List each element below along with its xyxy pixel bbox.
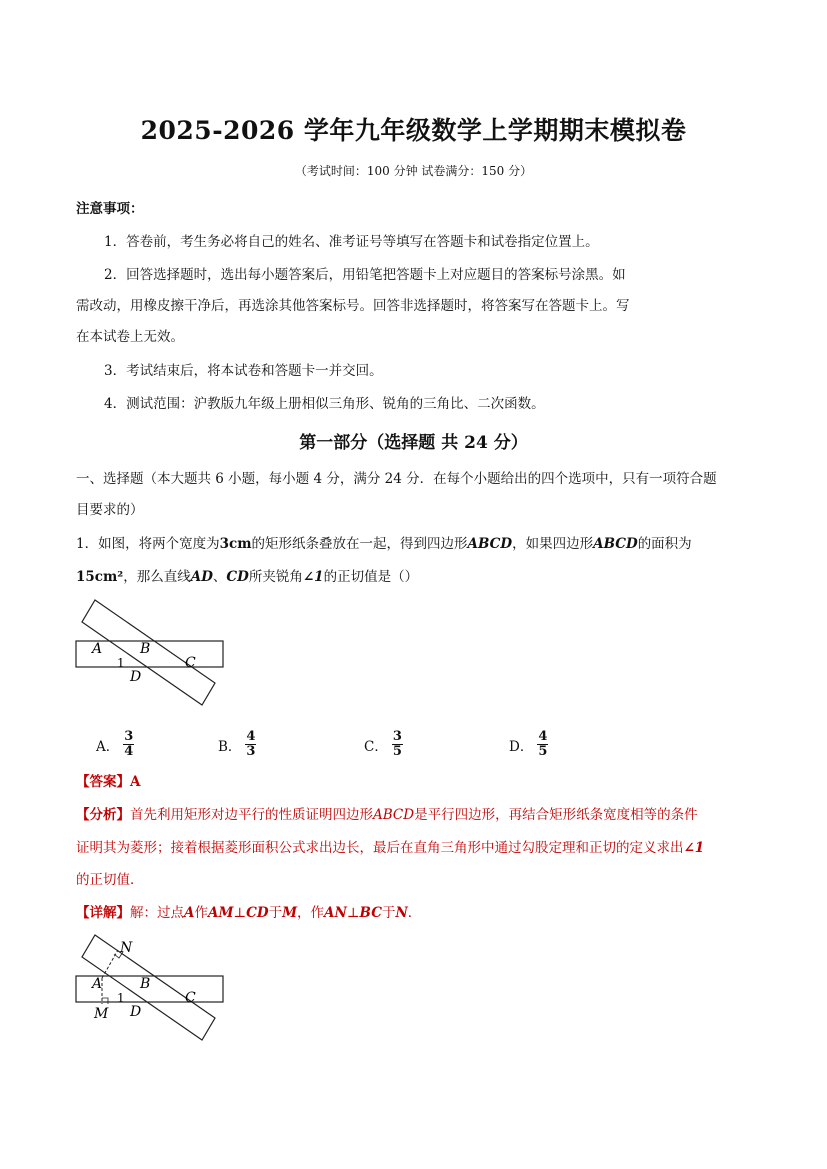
q1-line-ad: AD xyxy=(190,569,213,585)
label-n: N xyxy=(120,940,133,956)
figure-2-with-heights xyxy=(70,932,230,1052)
q1-text: 的正切值是（） xyxy=(323,569,419,585)
option-letter: A． xyxy=(96,738,120,755)
question-1-line-1 xyxy=(76,532,692,552)
label-a: A xyxy=(92,641,103,657)
q1-text: 所夹锐角 xyxy=(248,569,303,585)
answer-value: A xyxy=(130,774,141,790)
option-letter: D． xyxy=(509,738,534,755)
option-fraction: $\frac{4}{3}$ xyxy=(246,729,256,759)
label-c: C xyxy=(185,655,196,671)
notice-item-2-line-1: 2．回答选择题时，选出每小题答案后，用铅笔把答题卡上对应题目的答案标号涂黑。如 xyxy=(104,267,626,283)
option-b[interactable] xyxy=(218,730,256,759)
label-d: D xyxy=(130,669,142,685)
option-letter: B． xyxy=(218,738,242,755)
option-fraction: $\frac{3}{5}$ xyxy=(392,729,402,759)
right-angle-mark-m xyxy=(102,998,108,1004)
label-b: B xyxy=(140,641,151,657)
option-fraction: $\frac{3}{4}$ xyxy=(124,729,134,759)
notice-item-1: 1．答卷前，考生务必将自己的姓名、准考证号等填写在答题卡和试卷指定位置上。 xyxy=(104,234,599,250)
question-1-line-2 xyxy=(76,565,418,585)
label-a: A xyxy=(92,976,103,992)
analysis-line-1: 【分析】首先利用矩形对边平行的性质证明四边形ABCD是平行四边形，再结合矩形纸条宽度相等的条件 xyxy=(76,807,698,823)
option-letter: C． xyxy=(364,738,388,755)
label-b: B xyxy=(140,976,151,992)
height-an xyxy=(102,950,118,978)
analysis-line-2: 证明其为菱形；接着根据菱形面积公式求出边长，最后在直角三角形中通过勾股定理和正切的定义求出∠1 xyxy=(76,840,705,856)
notice-item-3: 3．考试结束后，将本试卷和答题卡一并交回。 xyxy=(104,363,383,379)
option-a[interactable] xyxy=(96,730,134,759)
option-fraction: $\frac{4}{5}$ xyxy=(538,729,548,759)
answer-line xyxy=(76,770,140,790)
q1-width: 3cm xyxy=(219,536,252,552)
notice-heading: 注意事项： xyxy=(76,201,144,217)
option-c[interactable] xyxy=(364,730,403,759)
q1-text: 1．如图，将两个宽度为 xyxy=(76,536,220,552)
q1-text: 的面积为 xyxy=(637,536,692,552)
notice-item-2-line-2: 需改动，用橡皮擦干净后，再选涂其他答案标号。回答非选择题时，将答案写在答题卡上。写 xyxy=(76,298,630,314)
notice-item-2-line-3: 在本试卷上无效。 xyxy=(76,329,184,345)
q1-area: 15cm² xyxy=(76,569,124,585)
label-c: C xyxy=(185,990,196,1006)
detail-line: 【详解】解：过点A作AM⊥CD于M，作AN⊥BC于N． xyxy=(76,905,422,921)
answer-tag: 【答案】 xyxy=(76,774,130,790)
q1-text: ，那么直线 xyxy=(123,569,191,585)
instructions-line-1: 一、选择题（本大题共 6 小题，每小题 4 分，满分 24 分．在每个小题给出的四个选项中，只有一项符合题 xyxy=(76,471,717,487)
label-angle-1: 1 xyxy=(117,656,125,670)
q1-line-cd: CD xyxy=(226,569,249,585)
analysis-tag: 【分析】 xyxy=(76,807,130,823)
label-m: M xyxy=(94,1006,109,1022)
q1-quad: ABCD xyxy=(593,536,638,552)
label-d: D xyxy=(130,1004,142,1020)
detail-tag: 【详解】 xyxy=(76,905,130,921)
instructions-line-2: 目要求的） xyxy=(76,502,144,518)
page-title: 2025-2026 学年九年级数学上学期期末模拟卷 xyxy=(140,116,687,145)
label-angle-1: 1 xyxy=(117,991,125,1005)
exam-subtitle: （考试时间：100 分钟 试卷满分：150 分） xyxy=(294,164,533,178)
notice-item-4: 4．测试范围：沪教版九年级上册相似三角形、锐角的三角比、二次函数。 xyxy=(104,396,545,412)
q1-angle: ∠1 xyxy=(302,569,324,585)
q1-text: ，如果四边形 xyxy=(512,536,594,552)
q1-text: 、 xyxy=(212,569,227,585)
q1-quad: ABCD xyxy=(467,536,513,552)
option-d[interactable] xyxy=(509,730,548,759)
figure-1-overlapping-strips xyxy=(70,595,230,715)
section-title: 第一部分（选择题 共 24 分） xyxy=(299,433,528,453)
q1-text: 的矩形纸条叠放在一起，得到四边形 xyxy=(251,536,468,552)
analysis-line-3: 的正切值． xyxy=(76,872,144,888)
